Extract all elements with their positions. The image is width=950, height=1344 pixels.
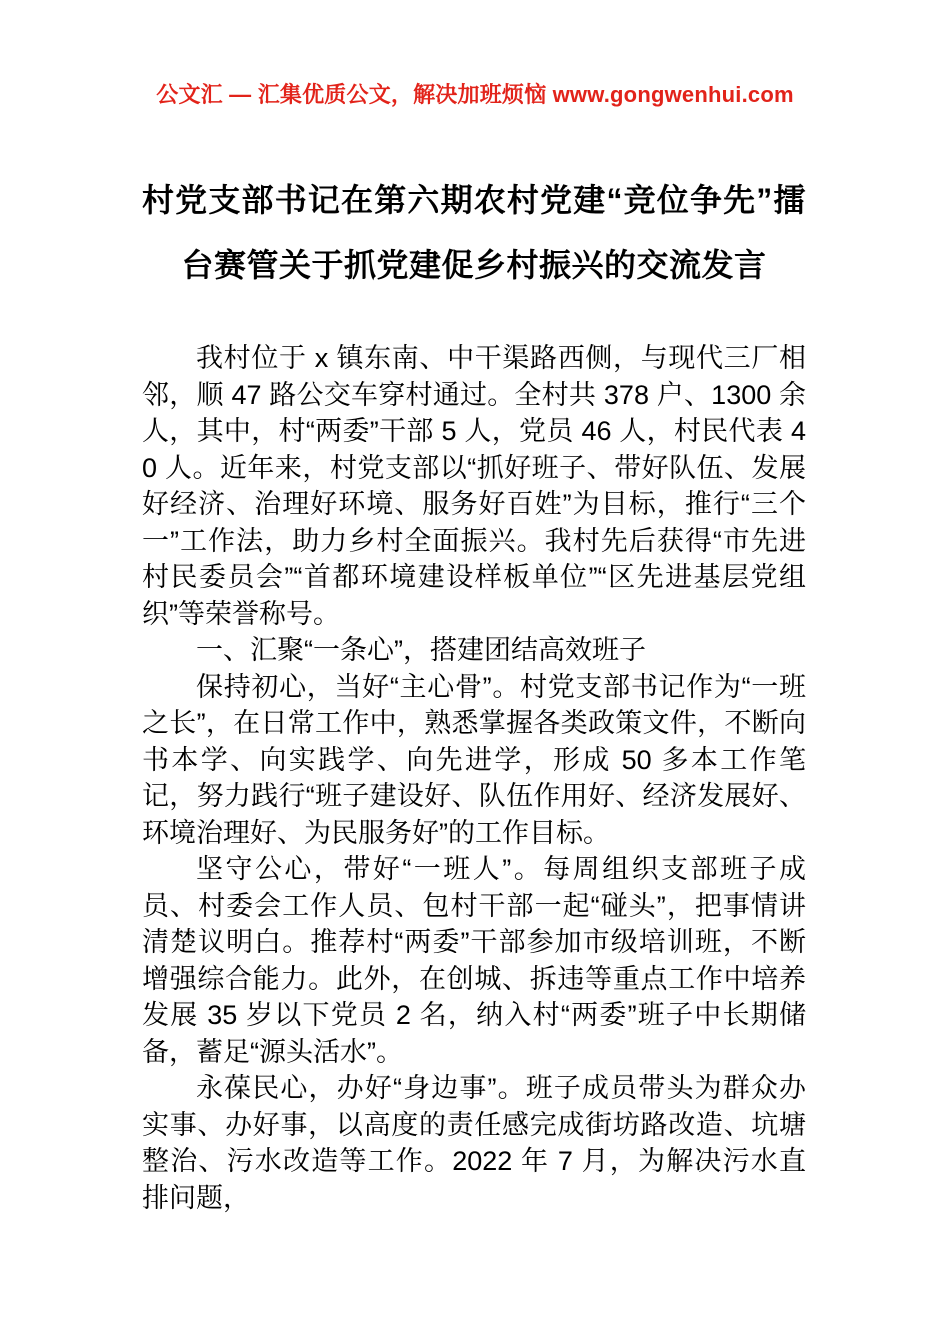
document-title: 村党支部书记在第六期农村党建“竞位争先”擂台赛管关于抓党建促乡村振兴的交流发言 [142,182,806,283]
document-body [142,168,806,1216]
paragraph-2: 坚守公心，带好“一班人”。每周组织支部班子成员、村委会工作人员、包村干部一起“碰头”，把事情讲清楚议明白。推荐村“两委”干部参加市级培训班，不断增强综合能力。此外，在创城、拆违等重点工作中培养发展 35 岁以下党员 2 名，纳入村“两委”班子中长期储备，蓄足“源头活水”。 [142,854,806,1067]
site-watermark-header: 公文汇 — 汇集优质公文，解决加班烦恼 www.gongwenhui.com [156,82,794,107]
document-content [142,340,806,1216]
section-heading-1: 一、汇聚“一条心”，搭建团结高效班子 [196,635,646,665]
paragraph-1: 保持初心，当好“主心骨”。村党支部书记作为“一班之长”，在日常工作中，熟悉掌握各类政策文件，不断向书本学、向实践学、向先进学，形成 50 多本工作笔记，努力践行“班子建设好、队伍作用好、经济发展好、环境治理好、为民服务好”的工作目标。 [142,671,806,848]
paragraph-intro: 我村位于 x 镇东南、中干渠路西侧，与现代三厂相邻，顺 47 路公交车穿村通过。全村共 378 户、1300 余人，其中，村“两委”干部 5 人，党员 46 人，村民代表 40 人。近年来，村党支部以“抓好班子、带好队伍、发展好经济、治理好环境、服务好百姓”为目标，推行“三个一”工作法，助力乡村全面振兴。我村先后获得“市先进村民委员会”“首都环境建设样板单位”“区先进基层党组织”等荣誉称号。 [142,343,806,629]
paragraph-3: 永葆民心，办好“身边事”。班子成员带头为群众办实事、办好事，以高度的责任感完成街坊路改造、坑塘整治、污水改造等工作。2022 年 7 月，为解决污水直排问题， [142,1073,806,1213]
